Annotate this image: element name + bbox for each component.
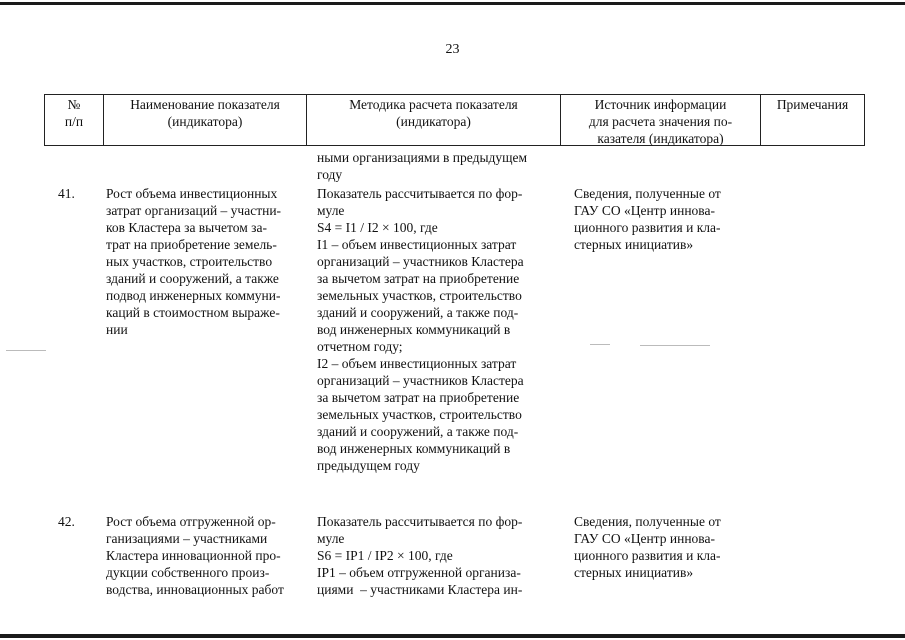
header-number: № п/п [64, 97, 84, 129]
header-notes: Примечания [760, 95, 864, 145]
scan-artifact [6, 350, 46, 351]
scan-artifact [640, 345, 710, 346]
row-number: 42. [58, 514, 75, 529]
indicator-name: Рост объема инвестиционных затрат организаций – участни- ков Кластера за вычетом за- трат на приобретение земель- ных участков, строительство зданий и сооружений, а также подвод инженерных коммуни- каций в стоимостном выраже- нии [106, 186, 282, 337]
continuation-method-text: ными организациями в предыдущем году [317, 150, 528, 182]
calculation-method: Показатель рассчитывается по фор- муле S6 = IP1 / IP2 × 100, где IP1 – объем отгруженной организа- циями – участниками Кластера ин- [317, 514, 523, 597]
row-number: 41. [58, 186, 75, 201]
indicator-name: Рост объема отгруженной ор- ганизациями – участниками Кластера инновационной про- дукции собственного произ- водства, инновационных работ [106, 514, 284, 597]
information-source: Сведения, полученные от ГАУ СО «Центр иннова- ционного развития и кла- стерных инициатив» [574, 514, 721, 580]
page-number: 23 [445, 42, 460, 57]
top-border-line [0, 2, 905, 5]
header-indicator-name: Наименование показателя (индикатора) [103, 95, 306, 145]
scan-artifact [590, 344, 610, 345]
header-information-source: Источник информации для расчета значения по- казателя (индикатора) [560, 95, 760, 145]
bottom-border-line [0, 634, 905, 638]
calculation-method: Показатель рассчитывается по фор- муле S4 = I1 / I2 × 100, где I1 – объем инвестиционных затрат организаций – участников Кластера за вычетом затрат на приобретение земельных участков, строительство зданий и сооружений, а также под- вод инженерных коммуникаций в отчетном году; I2 – объем инвестиционных затрат организаций – участников Кластера за вычетом затрат на приобретение земельных участков, строительство зданий и сооружений, а также под- вод инженерных коммуникаций в предыдущем году [317, 186, 524, 473]
table-header [44, 94, 865, 146]
header-calculation-method: Методика расчета показателя (индикатора) [306, 95, 560, 145]
information-source: Сведения, полученные от ГАУ СО «Центр иннова- ционного развития и кла- стерных инициатив» [574, 186, 721, 252]
